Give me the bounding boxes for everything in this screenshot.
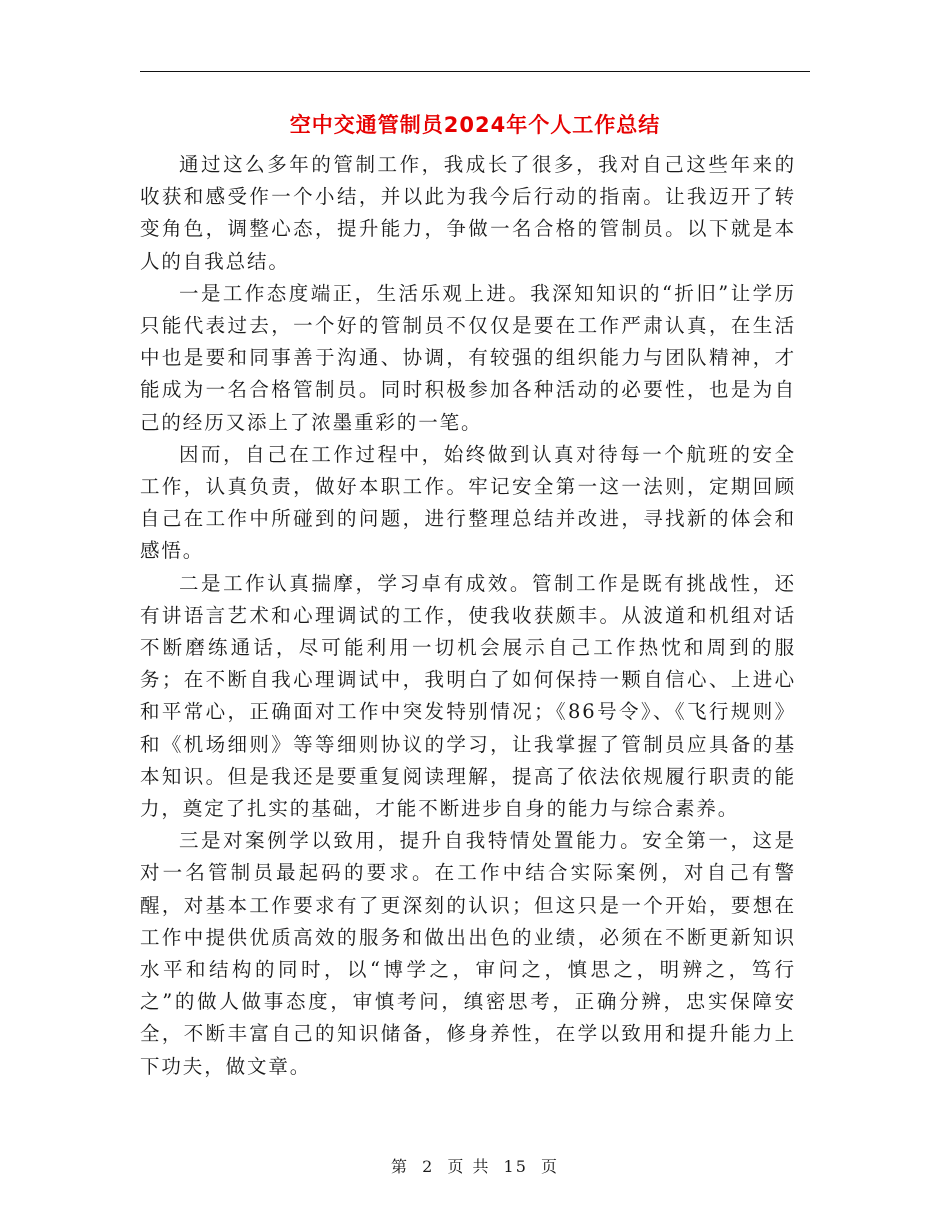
paragraph-study: 二是工作认真揣摩，学习卓有成效。管制工作是既有挑战性，还有讲语言艺术和心理调试的工作，使我收获颇丰。从波道和机组对话不断磨练通话，尽可能利用一切机会展示自己工作热忱和周到的服务；在不断自我心理调试中，我明白了如何保持一颗自信心、上进心和平常心，正确面对工作中突发特别情况；《86号令》、《飞行规则》和《机场细则》等等细则协议的学习，让我掌握了管制员应具备的基本知识。但是我还是要重复阅读理解，提高了依法依规履行职责的能力，奠定了扎实的基础，才能不断进步自身的能力与综合素养。 bbox=[140, 571, 796, 821]
document-title: 空中交通管制员2024年个人工作总结 bbox=[289, 113, 661, 137]
footer-suffix: 页 bbox=[541, 1157, 560, 1176]
page-number: 2 bbox=[422, 1157, 435, 1176]
page-footer bbox=[0, 1154, 950, 1177]
paragraph-attitude: 一是工作态度端正，生活乐观上进。我深知知识的“折旧”让学历只能代表过去，一个好的管制员不仅仅是要在工作严肃认真，在生活中也是要和同事善于沟通、协调，有较强的组织能力与团队精神，才能成为一名合格管制员。同时积极参加各种活动的必要性，也是为自己的经历又添上了浓墨重彩的一笔。 bbox=[140, 281, 796, 434]
footer-prefix: 第 bbox=[390, 1157, 409, 1176]
header-rule bbox=[140, 71, 810, 72]
paragraph-safety: 因而，自己在工作过程中，始终做到认真对待每一个航班的安全工作，认真负责，做好本职工作。牢记安全第一这一法则，定期回顾自己在工作中所碰到的问题，进行整理总结并改进，寻找新的体会和感悟。 bbox=[140, 442, 796, 563]
paragraph-intro: 通过这么多年的管制工作，我成长了很多，我对自己这些年来的收获和感受作一个小结，并以此为我今后行动的指南。让我迈开了转变角色，调整心态，提升能力，争做一名合格的管制员。以下就是本人的自我总结。 bbox=[140, 153, 796, 273]
document-body bbox=[140, 149, 796, 1083]
footer-middle: 页 共 bbox=[447, 1157, 491, 1176]
paragraph-cases: 三是对案例学以致用，提升自我特情处置能力。安全第一，这是对一名管制员最起码的要求。在工作中结合实际案例，对自己有警醒，对基本工作要求有了更深刻的认识；但这只是一个开始，要想在工作中提供优质高效的服务和做出出色的业绩，必须在不断更新知识水平和结构的同时，以“博学之，审问之，慎思之，明辨之，笃行之”的做人做事态度，审慎考问，缜密思考，正确分辨，忠实保障安全，不断丰富自己的知识储备，修身养性，在学以致用和提升能力上下功夫，做文章。 bbox=[140, 829, 796, 1078]
page-total: 15 bbox=[503, 1157, 528, 1176]
